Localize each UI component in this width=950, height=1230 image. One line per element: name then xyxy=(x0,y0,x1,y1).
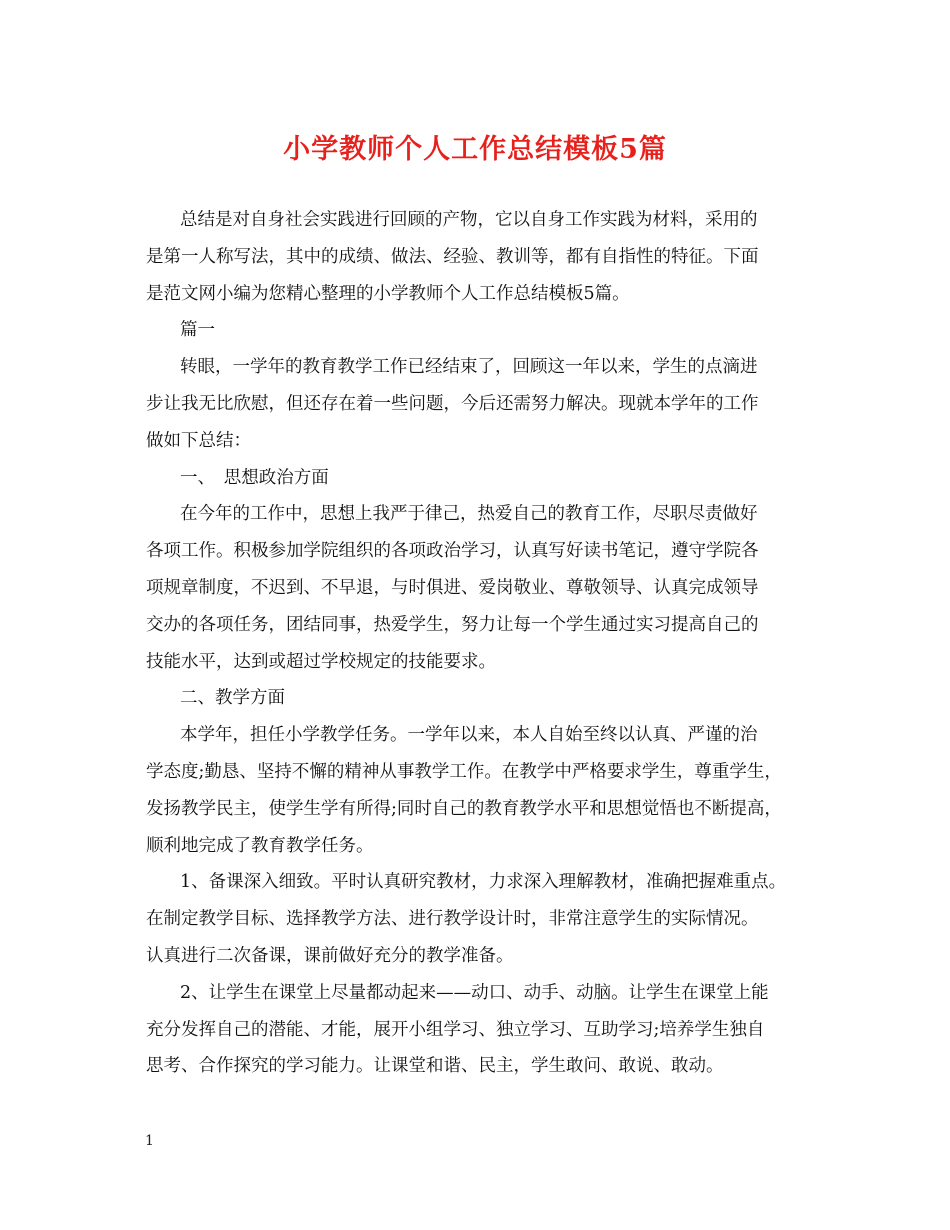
paragraph-line: 在今年的工作中，思想上我严于律己，热爱自己的教育工作，尽职尽责做好 xyxy=(180,504,758,525)
document-body xyxy=(146,202,826,1085)
section-heading: 二、教学方面 xyxy=(180,688,285,709)
section-heading: 一、 思想政治方面 xyxy=(180,467,329,488)
paragraph-line: 本学年，担任小学教学任务。一学年以来，本人自始至终以认真、严谨的治 xyxy=(180,725,758,746)
paragraph-line: 是第一人称写法，其中的成绩、做法、经验、教训等，都有自指性的特征。下面 xyxy=(146,246,759,267)
paragraph-line: 做如下总结： xyxy=(146,430,251,451)
document-title: 小学教师个人工作总结模板5篇 xyxy=(283,134,667,165)
section-heading: 篇一 xyxy=(180,320,215,341)
paragraph-line: 是范文网小编为您精心整理的小学教师个人工作总结模板5篇。 xyxy=(146,283,630,304)
paragraph-line: 总结是对自身社会实践进行回顾的产物，它以自身工作实践为材料，采用的 xyxy=(180,210,758,230)
paragraph-line: 项规章制度，不迟到、不早退，与时俱进、爱岗敬业、尊敬领导、认真完成领导 xyxy=(146,577,759,598)
paragraph-line: 转眼，一学年的教育教学工作已经结束了，回顾这一年以来，学生的点滴进 xyxy=(180,357,758,378)
paragraph-line: 在制定教学目标、选择教学方法、进行教学设计时，非常注意学生的实际情况。 xyxy=(146,909,759,930)
paragraph-line: 学态度;勤恳、坚持不懈的精神从事教学工作。在教学中严格要求学生，尊重学生， xyxy=(146,761,782,782)
page-number: 1 xyxy=(145,1133,154,1149)
paragraph-line: 顺利地完成了教育教学任务。 xyxy=(146,835,374,856)
paragraph-line: 交办的各项任务，团结同事，热爱学生，努力让每一个学生通过实习提高自己的 xyxy=(146,614,759,635)
paragraph-line: 思考、合作探究的学习能力。让课堂和谐、民主，学生敢问、敢说、敢动。 xyxy=(146,1056,724,1077)
paragraph-line: 发扬教学民主，使学生学有所得;同时自己的教育教学水平和思想觉悟也不断提高， xyxy=(146,798,782,819)
paragraph-line: 各项工作。积极参加学院组织的各项政治学习，认真写好读书笔记，遵守学院各 xyxy=(146,541,759,562)
paragraph-line: 步让我无比欣慰，但还存在着一些问题，今后还需努力解决。现就本学年的工作 xyxy=(146,393,759,414)
paragraph-line: 充分发挥自己的潜能、才能，展开小组学习、独立学习、互助学习;培养学生独自 xyxy=(146,1019,765,1040)
paragraph-line: 2、让学生在课堂上尽量都动起来——动口、动手、动脑。让学生在课堂上能 xyxy=(180,982,769,1003)
paragraph-line: 技能水平，达到或超过学校规定的技能要求。 xyxy=(146,651,496,672)
paragraph-line: 认真进行二次备课，课前做好充分的教学准备。 xyxy=(146,945,514,966)
paragraph-line: 1、备课深入细致。平时认真研究教材，力求深入理解教材，准确把握难重点。 xyxy=(180,872,787,893)
